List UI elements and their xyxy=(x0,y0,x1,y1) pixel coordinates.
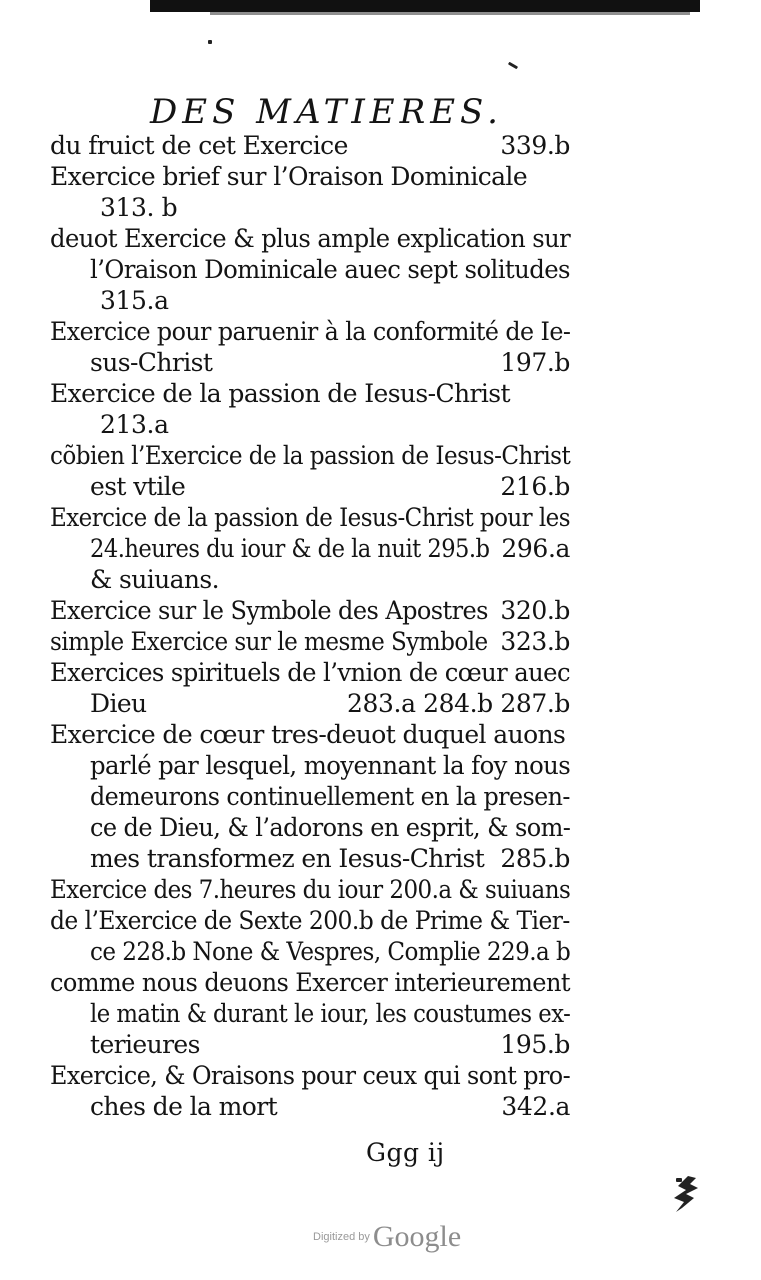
index-entry-heading-line xyxy=(50,905,570,936)
page-signature: Ggg ij xyxy=(366,1138,445,1167)
page-top-edge-shadow xyxy=(150,0,700,12)
index-entry-heading-line xyxy=(50,626,570,657)
index-entry-continuation-line xyxy=(50,409,570,440)
index-entry xyxy=(50,595,570,626)
index-entry-text: Exercice de la passion de Iesus-Christ pour les xyxy=(50,503,570,532)
ink-speck xyxy=(508,62,518,70)
index-entry-continuation-line xyxy=(50,533,570,564)
index-entry-continuation-line xyxy=(50,192,570,223)
index-entry-text: deuot Exercice & plus ample explication sur xyxy=(50,224,571,253)
index-entry-text: Exercice pour paruenir à la conformité de Ie- xyxy=(50,317,571,346)
index-entry-text: Exercices spirituels de l’vnion de cœur auec xyxy=(50,658,570,687)
index-entry-page-reference: 323.b xyxy=(500,627,570,656)
index-entry-page-reference: 320.b xyxy=(500,596,570,625)
index-entry-page-reference: 296.a xyxy=(501,534,570,563)
index-entry-text: ce de Dieu, & l’adorons en esprit, & som- xyxy=(90,813,571,842)
index-entry-text: mes transformez en Iesus-Christ xyxy=(90,844,485,873)
index-entry-text: ce 228.b None & Vespres, Complie 229.a b xyxy=(90,937,571,966)
index-entry xyxy=(50,130,570,161)
index-entry-heading-line xyxy=(50,161,570,192)
margin-ink-mark xyxy=(668,1172,704,1216)
index-entry-continuation-line xyxy=(50,564,570,595)
index-entry-page-reference: 216.b xyxy=(500,472,570,501)
index-entry-text: comme nous deuons Exercer interieurement xyxy=(50,968,570,997)
index-entry-page-reference: 283.a 284.b 287.b xyxy=(347,689,570,718)
index-entry xyxy=(50,874,570,905)
index-entry-heading-line xyxy=(50,316,570,347)
google-logo: Google xyxy=(372,1220,462,1253)
index-entry-text: simple Exercice sur le mesme Symbole xyxy=(50,627,488,656)
index-entry-text: Dieu xyxy=(90,689,147,718)
index-entry xyxy=(50,440,570,502)
index-entry-continuation-line xyxy=(50,843,570,874)
index-entry-continuation-line xyxy=(50,998,570,1029)
index-entry-page-reference: 315.a xyxy=(100,286,169,315)
index-entry-heading-line xyxy=(50,657,570,688)
index-entry-text: le matin & durant le iour, les coustumes ex- xyxy=(90,999,571,1028)
index-entry xyxy=(50,626,570,657)
index-entry-page-reference: 197.b xyxy=(500,348,570,377)
index-entry-text: du fruict de cet Exercice xyxy=(50,131,348,160)
index-entry-page-reference: 342.a xyxy=(501,1092,570,1121)
index-entry xyxy=(50,378,570,440)
index-entry-heading-line xyxy=(50,130,570,161)
index-entry-text: cõbien l’Exercice de la passion de Iesus-Christ xyxy=(50,441,571,470)
index-entry-heading-line xyxy=(50,874,570,905)
index-entry-page-reference: 195.b xyxy=(500,1030,570,1059)
index-entry-continuation-line xyxy=(50,812,570,843)
index-entry-continuation-line xyxy=(50,750,570,781)
index-entry-continuation-line xyxy=(50,285,570,316)
index-entry-heading-line xyxy=(50,440,570,471)
index-entry-page-reference: 285.b xyxy=(500,844,570,873)
digitized-by-text: Digitized by xyxy=(313,1231,370,1243)
index-list xyxy=(50,130,570,1122)
index-entry-continuation-line xyxy=(50,688,570,719)
index-entry xyxy=(50,657,570,719)
index-entry xyxy=(50,967,570,1060)
index-entry-text: terieures xyxy=(90,1030,200,1059)
index-entry-page-reference: 313. b xyxy=(100,193,178,222)
index-entry xyxy=(50,316,570,378)
page-top-edge-shadow-thin xyxy=(210,12,690,15)
index-entry-continuation-line xyxy=(50,1091,570,1122)
index-entry-heading-line xyxy=(50,595,570,626)
index-entry-text: 24.heures du iour & de la nuit 295.b xyxy=(90,534,490,563)
index-entry-heading-line xyxy=(50,967,570,998)
index-entry-continuation-line xyxy=(50,781,570,812)
index-entry-page-reference: 339.b xyxy=(500,131,570,160)
index-entry-text: Exercice des 7.heures du iour 200.a & suiuans xyxy=(50,875,571,904)
index-entry-continuation-line xyxy=(50,347,570,378)
index-entry-heading-line xyxy=(50,1060,570,1091)
index-entry-continuation-line xyxy=(50,471,570,502)
index-entry-text: ches de la mort xyxy=(90,1092,278,1121)
index-entry-heading-line xyxy=(50,223,570,254)
index-entry xyxy=(50,223,570,316)
running-head: DES MATIERES. xyxy=(150,92,503,132)
index-entry xyxy=(50,1060,570,1122)
index-entry-text: de l’Exercice de Sexte 200.b de Prime & Tier- xyxy=(50,906,570,935)
index-entry xyxy=(50,719,570,874)
digitized-by-watermark xyxy=(313,1220,461,1254)
index-entry-heading-line xyxy=(50,378,570,409)
index-entry-heading-line xyxy=(50,502,570,533)
index-entry-text: sus-Christ xyxy=(90,348,213,377)
index-entry-text: & suiuans. xyxy=(90,565,220,594)
index-entry-continuation-line xyxy=(50,936,570,967)
index-entry-text: Exercice, & Oraisons pour ceux qui sont pro- xyxy=(50,1061,571,1090)
index-entry-text: Exercice sur le Symbole des Apostres xyxy=(50,596,488,625)
index-entry xyxy=(50,161,570,223)
index-entry-text: Exercice brief sur l’Oraison Dominicale xyxy=(50,162,528,191)
index-entry xyxy=(50,502,570,595)
index-entry-page-reference: 213.a xyxy=(100,410,169,439)
index-entry-text: l’Oraison Dominicale auec sept solitudes xyxy=(90,255,570,284)
index-entry-text: Exercice de la passion de Iesus-Christ xyxy=(50,379,510,408)
index-entry xyxy=(50,905,570,967)
index-entry-text: parlé par lesquel, moyennant la foy nous xyxy=(90,751,571,780)
index-entry-text: demeurons continuellement en la presen- xyxy=(90,782,570,811)
index-entry-continuation-line xyxy=(50,1029,570,1060)
index-entry-heading-line xyxy=(50,719,570,750)
index-entry-text: est vtile xyxy=(90,472,186,501)
index-entry-text: Exercice de cœur tres-deuot duquel auons xyxy=(50,720,566,749)
ink-speck xyxy=(208,40,212,44)
index-entry-continuation-line xyxy=(50,254,570,285)
